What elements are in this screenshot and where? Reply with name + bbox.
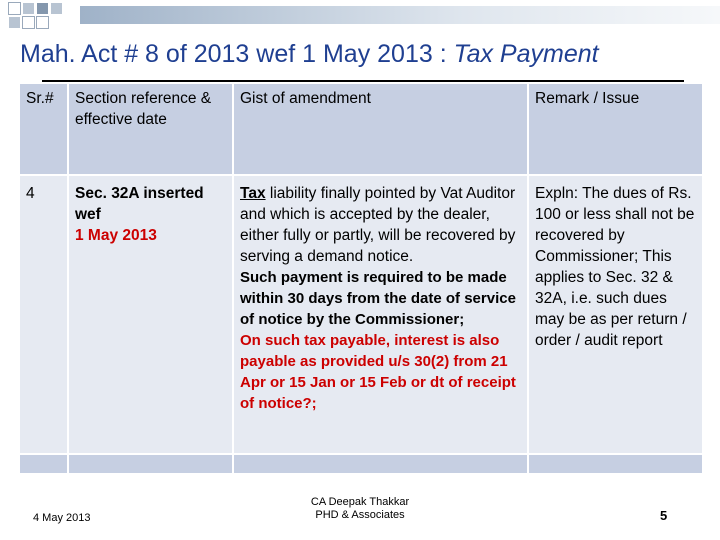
gist-part3: On such tax payable, interest is also payable as provided u/s 30(2) from 21 Apr or 15 Jan or 15 Feb or dt of receipt of notice?; [240,332,516,412]
section-effective-date: 1 May 2013 [75,227,157,244]
title-italic: Tax Payment [453,40,599,68]
footer-date: 4 May 2013 [33,512,91,524]
decor-square [50,2,63,15]
author-firm: PHD & Associates [315,509,405,521]
table-header-row [20,84,703,175]
blank-cell [20,454,68,474]
gist-first-word: Tax [240,185,266,202]
decor-square [36,2,49,15]
section-reference: Sec. 32A inserted wef [75,185,204,223]
cell-gist [233,175,528,454]
table-blank-row [20,454,703,474]
footer-author [280,496,440,522]
gist-part1 [240,183,521,267]
page-number: 5 [660,508,668,523]
decor-square [22,2,35,15]
cell-section [68,175,233,454]
blank-cell [528,454,703,474]
decor-square [8,2,21,15]
gist-part2: Such payment is required to be made within 30 days from the date of service of notice by the Commissioner; [240,269,516,328]
blank-cell [233,454,528,474]
decor-square [8,16,21,29]
cell-remark: Expln: The dues of Rs. 100 or less shall not be recovered by Commissioner; This applies to Sec. 32 & 32A, i.e. such dues may be as per return / order / audit report [528,175,703,454]
decor-square [22,16,35,29]
title-main: Mah. Act # 8 of 2013 wef 1 May 2013 : [20,40,454,68]
decorative-header [0,0,720,36]
header-sr: Sr.# [20,84,68,175]
amendment-table [20,84,704,475]
title-underline [42,80,684,82]
author-name: CA Deepak Thakkar [310,496,410,508]
gist-part1-text: liability finally pointed by Vat Auditor and which is accepted by the dealer, either fully or partly, will be recovered by serving a demand notice. [240,185,516,265]
header-remark: Remark / Issue [528,84,703,175]
decor-square [36,16,49,29]
header-gradient-bar [80,6,720,24]
slide-title [20,40,599,69]
header-gist: Gist of amendment [233,84,528,175]
cell-sr: 4 [20,175,68,454]
header-section: Section reference & effective date [68,84,233,175]
table-row [20,175,703,454]
blank-cell [68,454,233,474]
